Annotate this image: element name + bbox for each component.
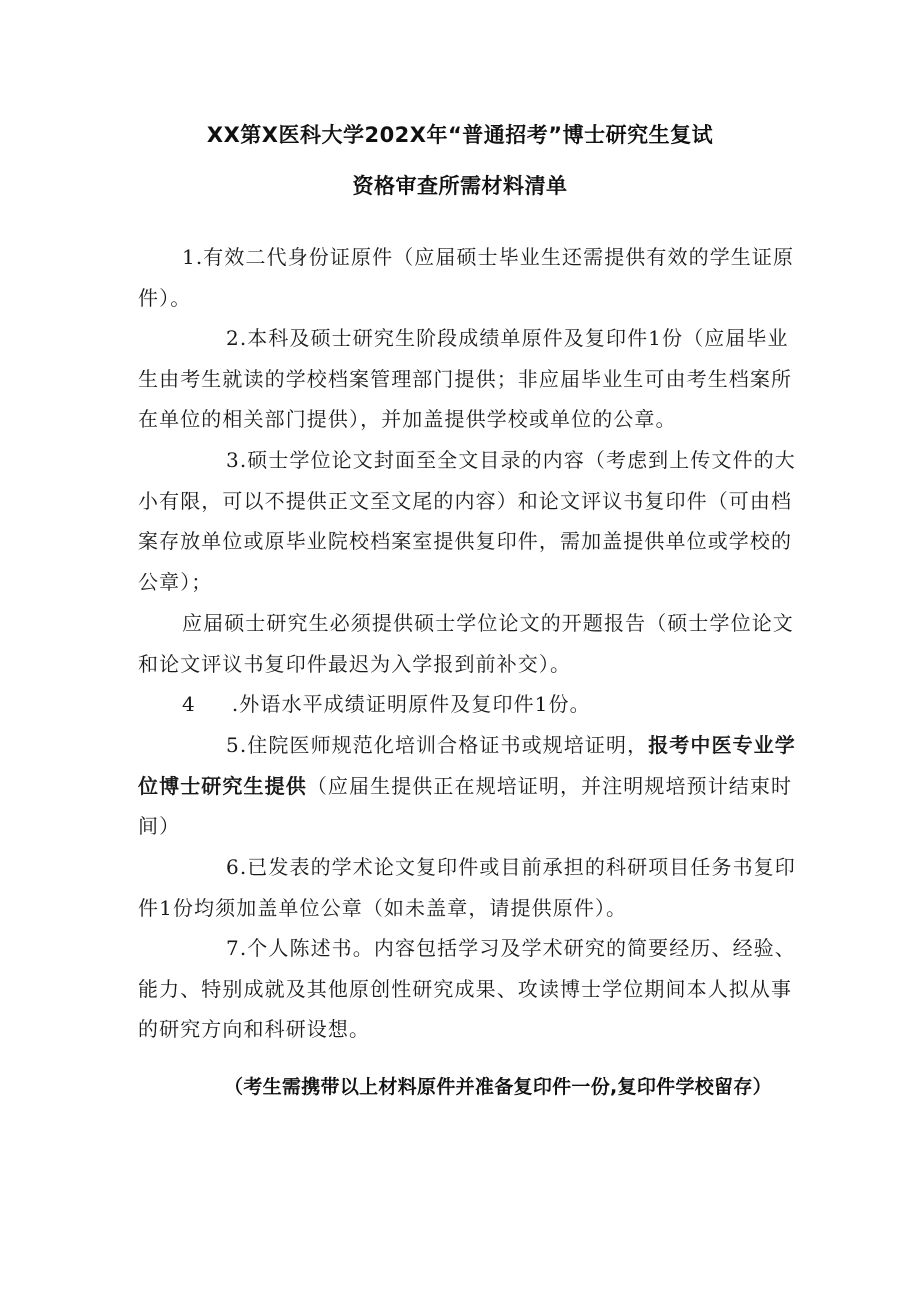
item-text-after: （应届生提供正在规培证明，并注明规培预计结束时间）	[138, 773, 793, 839]
item-text: .个人陈述书。内容包括学习及学术研究的简要经历、经验、能力、特别成就及其他原创性研究成果、攻读博士学位期间本人拟从事的研究方向和科研设想。	[138, 936, 796, 1042]
list-item-6	[138, 847, 798, 928]
list-item-2	[138, 318, 798, 440]
item-number: 5	[226, 733, 240, 757]
item-text: 应届硕士研究生必须提供硕士学位论文的开题报告（硕士学位论文和论文评议书复印件最迟为入学报到前补交）。	[138, 611, 794, 676]
footer-note: （考生需携带以上材料原件并准备复印件一份,复印件学校留存）	[224, 1076, 772, 1098]
list-item-3	[138, 440, 798, 603]
item-text: .外语水平成绩证明原件及复印件1份。	[231, 692, 591, 716]
list-item-7	[138, 928, 798, 1050]
item-number: 6	[226, 855, 240, 879]
list-item-5	[138, 725, 798, 847]
item-number: 2	[226, 326, 240, 350]
item-text: .本科及硕士研究生阶段成绩单原件及复印件1份（应届毕业生由考生就读的学校档案管理部门提供；非应届毕业生可由考生档案所在单位的相关部门提供），并加盖提供学校或单位的公章。	[138, 326, 793, 432]
list-item-4	[138, 684, 798, 725]
list-item-3-note	[138, 603, 798, 684]
item-text-bold: 报考中医专业学位博士研究生提供	[138, 733, 796, 798]
list-item-1	[138, 237, 798, 318]
item-number: 4	[182, 692, 196, 716]
item-number: 7	[226, 936, 240, 960]
item-number: 3	[226, 448, 240, 472]
item-text: 有效二代身份证原件（应届硕士毕业生还需提供有效的学生证原件）。	[138, 245, 795, 310]
item-text: .硕士学位论文封面至全文目录的内容（考虑到上传文件的大小有限，可以不提供正文至文尾的内容）和论文评议书复印件（可由档案存放单位或原毕业院校档案室提供复印件，需加盖提供单位或学校的公章）；	[138, 448, 796, 595]
document-title-line2: 资格审查所需材料清单	[352, 174, 568, 198]
item-text: .已发表的学术论文复印件或目前承担的科研项目任务书复印件1份均须加盖单位公章（如未盖章，请提供原件）。	[138, 855, 796, 920]
document-title-line1: XX第X医科大学202X年“普通招考”博士研究生复试	[206, 123, 714, 147]
item-number: 1.	[182, 245, 204, 269]
item-text-before: .住院医师规范化培训合格证书或规培证明，	[239, 733, 649, 757]
